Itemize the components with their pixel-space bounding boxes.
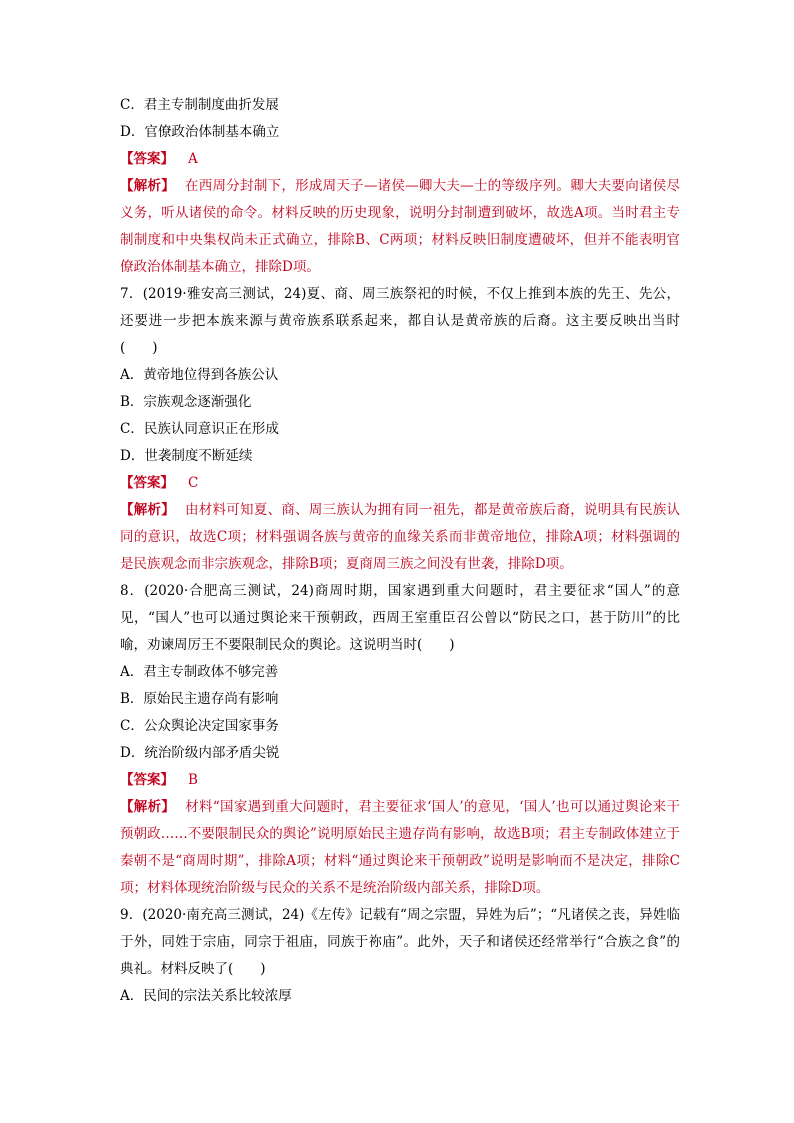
answer-value: B — [188, 772, 198, 788]
answer-line — [120, 470, 680, 497]
document-page — [120, 92, 680, 1010]
answer-label: 【答案】 — [120, 475, 174, 491]
option-c: C．公众舆论决定国家事务 — [120, 718, 279, 734]
question-7 — [120, 281, 680, 578]
explanation-label: 【解析】 — [120, 178, 176, 194]
answer-label: 【答案】 — [120, 151, 174, 167]
option-b: B．宗族观念逐渐强化 — [120, 394, 252, 410]
option-c: C．君主专制制度曲折发展 — [120, 97, 279, 113]
answer-line — [120, 146, 680, 173]
option-a: A．黄帝地位得到各族公认 — [120, 367, 279, 383]
explanation-text: 在西周分封制下，形成周天子—诸侯—卿大夫—士的等级序列。卿大夫要向诸侯尽义务，听从诸侯的命令。材料反映的历史现象，说明分封制遭到破坏，故选A项。当时君主专制制度和中央集权尚未正式确立，排除B、C两项；材料反映旧制度遭破坏，但并不能表明官僚政治体制基本确立，排除D项。 — [120, 178, 681, 275]
question-8 — [120, 578, 680, 902]
answer-value: C — [188, 475, 199, 491]
explanation-text: 材料“国家遇到重大问题时，君主要征求‘国人’的意见，‘国人’也可以通过舆论来干预朝政……不要限制民众的舆论”说明原始民主遗存尚有影响，故选B项；君主专制政体建立于秦朝不是“商周时期”，排除A项；材料“通过舆论来干预朝政”说明是影响而不是决定，排除C项；材料体现统治阶级与民众的关系不是统治阶级内部关系，排除D项。 — [120, 799, 680, 896]
option-a: A．君主专制政体不够完善 — [120, 664, 279, 680]
option-a: A．民间的宗法关系比较浓厚 — [120, 988, 292, 1004]
question-stem: 7．(2019·雅安高三测试，24)夏、商、周三族祭祀的时候，不仅上推到本族的先王、先公，还要进一步把本族来源与黄帝族系联系起来，都自认是黄帝族的后裔。这主要反映出当时( ) — [120, 286, 680, 356]
option-b: B．原始民主遗存尚有影响 — [120, 691, 279, 707]
option-c: C．民族认同意识正在形成 — [120, 421, 279, 437]
explanation-text: 由材料可知夏、商、周三族认为拥有同一祖先，都是黄帝族后裔，说明具有民族认同的意识，故选C项；材料强调各族与黄帝的血缘关系而非黄帝地位，排除A项；材料强调的是民族观念而非宗族观念，排除B项；夏商周三族之间没有世袭，排除D项。 — [120, 502, 681, 572]
answer-value: A — [188, 151, 198, 167]
option-d: D．官僚政治体制基本确立 — [120, 124, 280, 140]
explanation-label: 【解析】 — [120, 502, 176, 518]
explanation — [120, 794, 680, 902]
question-6 — [120, 92, 680, 281]
explanation — [120, 173, 680, 281]
answer-line — [120, 767, 680, 794]
question-9 — [120, 902, 680, 1010]
option-d: D．统治阶级内部矛盾尖锐 — [120, 745, 280, 761]
option-d: D．世袭制度不断延续 — [120, 448, 253, 464]
answer-label: 【答案】 — [120, 772, 174, 788]
question-stem: 9．(2020·南充高三测试，24)《左传》记载有“周之宗盟，异姓为后”；“凡诸侯之丧，异姓临于外，同姓于宗庙，同宗于祖庙，同族于祢庙”。此外，天子和诸侯还经常举行“合族之食”的典礼。材料反映了( ) — [120, 907, 680, 977]
question-stem: 8．(2020·合肥高三测试，24)商周时期，国家遇到重大问题时，君主要征求“国人”的意见，“国人”也可以通过舆论来干预朝政，西周王室重臣召公曾以“防民之口，甚于防川”的比喻，劝谏周厉王不要限制民众的舆论。这说明当时( ) — [120, 583, 680, 653]
explanation-label: 【解析】 — [120, 799, 176, 815]
explanation — [120, 497, 680, 578]
